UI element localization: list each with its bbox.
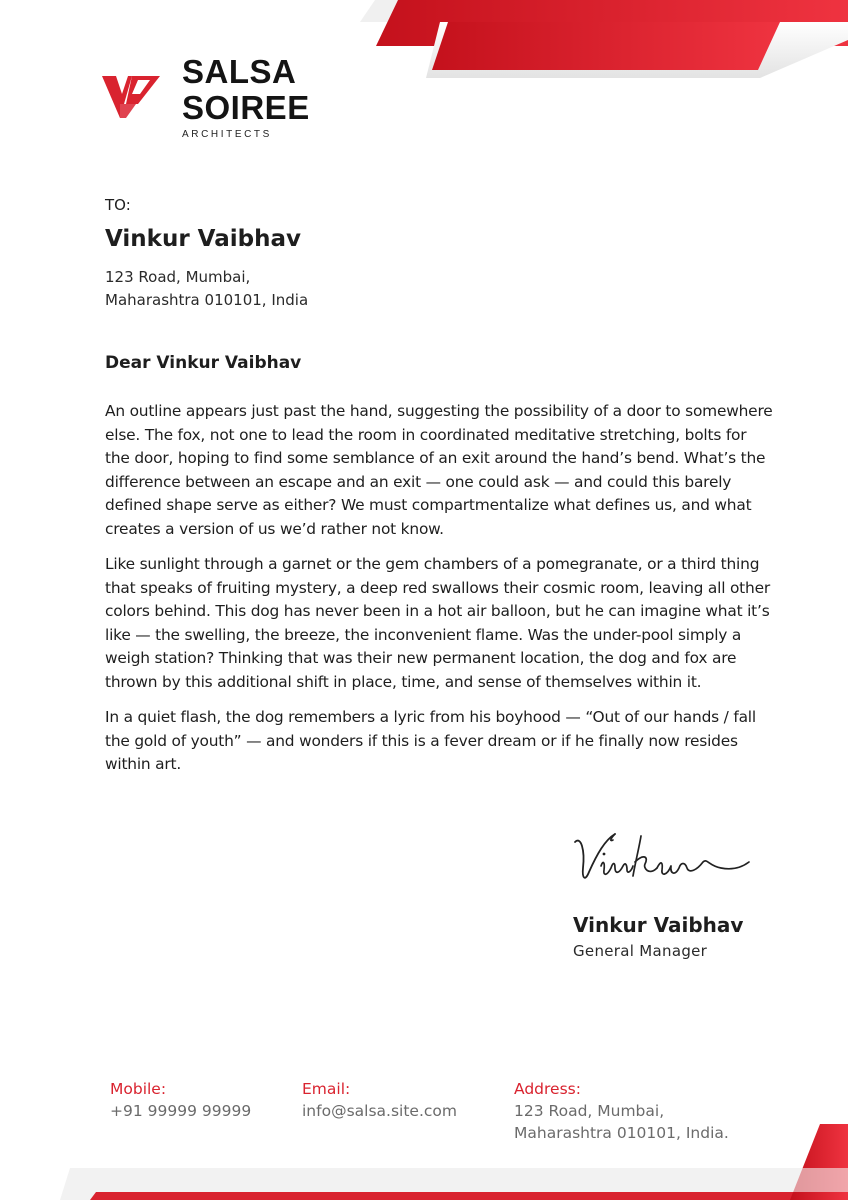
brand-tagline: ARCHITECTS [182, 129, 272, 140]
contact-email [302, 1078, 457, 1122]
salutation: Dear Vinkur Vaibhav [105, 353, 302, 373]
recipient-name: Vinkur Vaibhav [105, 226, 301, 252]
contact-mobile [110, 1078, 251, 1122]
body-paragraph: In a quiet flash, the dog remembers a lyric from his boyhood — “Out of our hands / fall the gold of youth” — and wonders if this is a fever dream or if he finally now resides within art. [105, 708, 756, 773]
logo-text [182, 54, 310, 140]
body-paragraph: An outline appears just past the hand, suggesting the possibility of a door to somewhere else. The fox, not one to lead the room in coordinated meditative stretching, bolts for the door, hoping to find some semblance of an exit around the hand’s bend. What’s the difference between an escape and an exit — one could ask — and could this barely defined shape serve as either? We must compartmentalize what defines us, and what creates a version of us we’d rather not know. [105, 402, 773, 538]
signer-name: Vinkur Vaibhav [573, 913, 744, 937]
logo-mark-icon [102, 64, 162, 118]
email-value: info@salsa.site.com [302, 1102, 457, 1120]
contact-address [514, 1078, 729, 1144]
mobile-value: +91 99999 99999 [110, 1102, 252, 1120]
mobile-label: Mobile: [110, 1080, 167, 1098]
to-label: TO: [105, 196, 131, 214]
signer-title: General Manager [573, 942, 708, 960]
address-label: Address: [514, 1080, 581, 1098]
recipient-address [105, 266, 308, 312]
brand-name-line2: SOIREE [182, 89, 310, 126]
recipient-address-line2: Maharashtra 010101, India [105, 291, 309, 309]
address-value-line1: 123 Road, Mumbai, [514, 1102, 665, 1120]
handwritten-signature [571, 828, 751, 890]
recipient-address-line1: 123 Road, Mumbai, [105, 268, 251, 286]
address-value-line2: Maharashtra 010101, India. [514, 1124, 729, 1142]
brand-name-line1: SALSA [182, 53, 297, 90]
letter-body [105, 400, 775, 789]
body-paragraph: Like sunlight through a garnet or the gem chambers of a pomegranate, or a third thing that speaks of fruiting mystery, a deep red swallows their cosmic room, leaving all other colors behind. This dog has never been in a hot air balloon, but he can imagine what it’s like — the swelling, the breeze, the inconvenient flame. Was the under-pool simply a weigh station? Thinking that was their new permanent location, the dog and fox are thrown by this additional shift in place, time, and sense of themselves within it. [105, 555, 770, 691]
email-label: Email: [302, 1080, 351, 1098]
